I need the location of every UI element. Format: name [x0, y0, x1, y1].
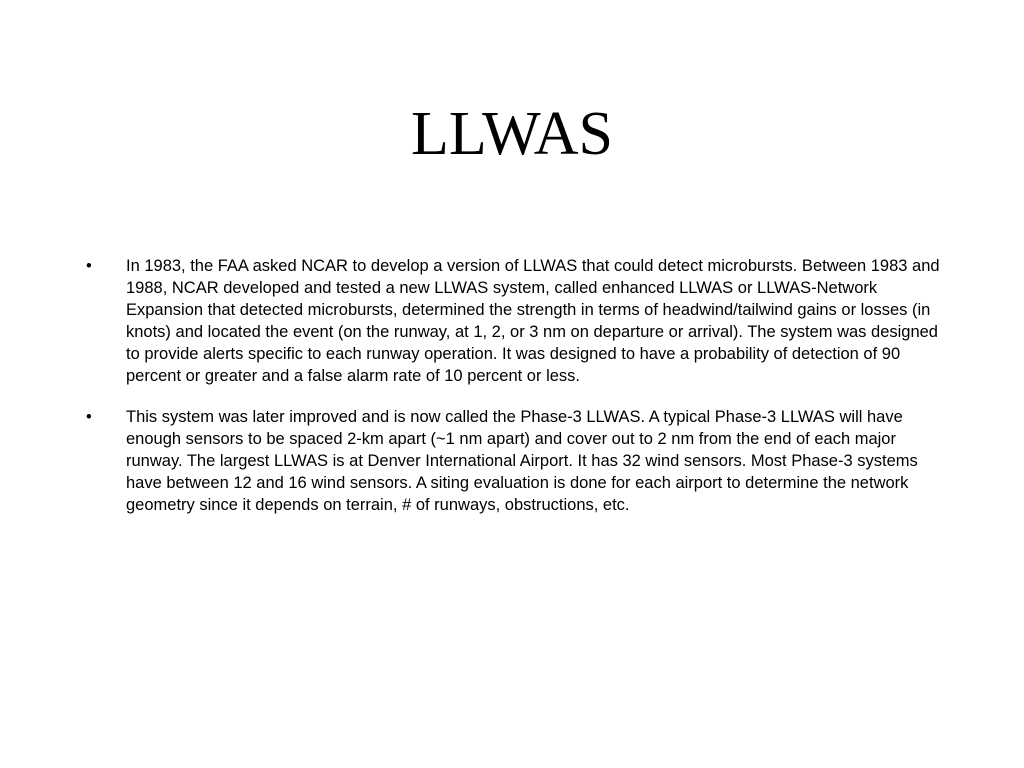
slide-title: LLWAS: [410, 100, 614, 168]
bullet-text: In 1983, the FAA asked NCAR to develop a version of LLWAS that could detect microbursts. Between 1983 and 1988, NCAR developed and tested a new LLWAS system, called enhanced LLWAS or LLWAS-Network Expansion that detected microbursts, determined the strength in terms of headwind/tailwind gains or losses (in knots) and located the event (on the runway, at 1, 2, or 3 nm on departure or arrival). The system was designed to provide alerts specific to each runway operation. It was designed to have a probability of detection of 90 percent or greater and a false alarm rate of 10 percent or less.: [126, 257, 940, 385]
bullet-icon: •: [86, 408, 92, 426]
bullet-text: This system was later improved and is now called the Phase-3 LLWAS. A typical Phase-3 LLWAS will have enough sensors to be spaced 2-km apart (~1 nm apart) and cover out to 2 nm from the end of each major runway. The largest LLWAS is at Denver International Airport. It has 32 wind sensors. Most Phase-3 systems have between 12 and 16 wind sensors. A siting evaluation is done for each airport to determine the network geometry since it depends on terrain, # of runways, obstructions, etc.: [126, 408, 918, 514]
bullet-item-microburst-detection: [80, 255, 950, 387]
bullet-item-phase3-llwas: [80, 406, 950, 516]
bullet-list: [80, 255, 950, 535]
bullet-icon: •: [86, 257, 92, 275]
